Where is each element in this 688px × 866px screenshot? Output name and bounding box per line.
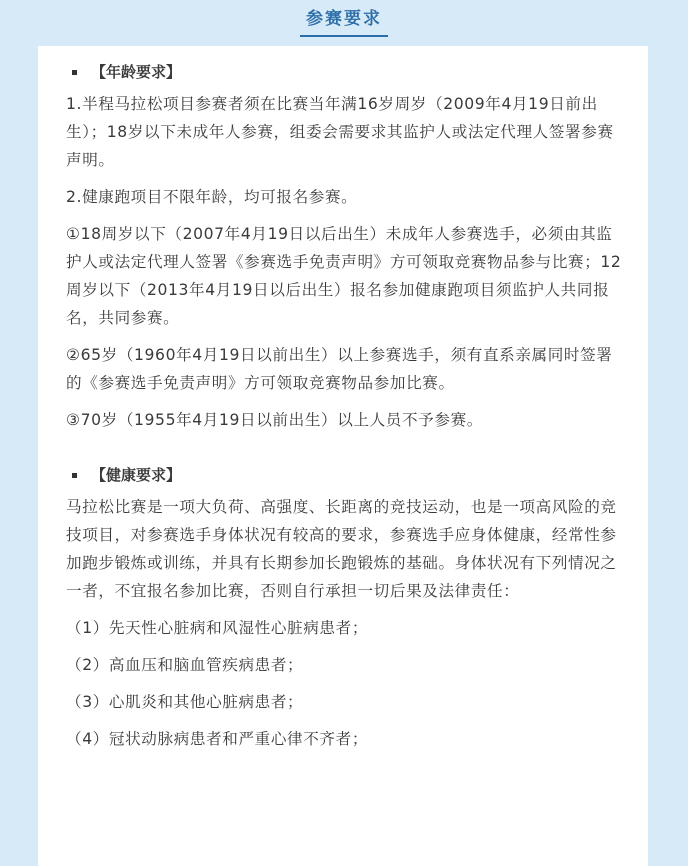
health-section-heading: [72, 461, 626, 489]
age-paragraph: ③70岁（1955年4月19日以前出生）以上人员不予参赛。: [66, 411, 483, 429]
age-section-heading: [72, 58, 626, 86]
age-paragraph: ①18周岁以下（2007年4月19日以后出生）未成年人参赛选手，必须由其监护人或法定代理人签署《参赛选手免责声明》方可领取竞赛物品参与比赛；12周岁以下（2013年4月19日以后出生）报名参加健康跑项目须监护人共同报名，共同参赛。: [66, 225, 622, 327]
health-paragraph: 马拉松比赛是一项大负荷、高强度、长距离的竞技运动，也是一项高风险的竞技项目，对参赛选手身体状况有较高的要求，参赛选手应身体健康，经常性参加跑步锻炼或训练，并具有长期参加长跑锻炼的基础。身体状况有下列情况之一者，不宜报名参加比赛，否则自行承担一切后果及法律责任：: [66, 498, 617, 600]
article-content: [66, 58, 626, 762]
age-paragraph: 2.健康跑项目不限年龄，均可报名参赛。: [66, 188, 358, 206]
age-heading-text: 【年龄要求】: [91, 63, 182, 81]
section-gap: [66, 443, 626, 461]
bullet-icon: [72, 473, 77, 478]
health-list-item: （1）先天性心脏病和风湿性心脏病患者；: [66, 619, 369, 637]
page-title: 参赛要求: [300, 4, 388, 37]
page-header: [0, 0, 688, 44]
health-list-item: （4）冠状动脉病患者和严重心律不齐者；: [66, 730, 369, 748]
health-list-item: （2）高血压和脑血管疾病患者；: [66, 656, 304, 674]
bullet-icon: [72, 70, 77, 75]
age-paragraph: 1.半程马拉松项目参赛者须在比赛当年满16岁周岁（2009年4月19日前出生）；18岁以下未成年人参赛，组委会需要求其监护人或法定代理人签署参赛声明。: [66, 95, 614, 169]
health-heading-text: 【健康要求】: [91, 466, 182, 484]
age-paragraph: ②65岁（1960年4月19日以前出生）以上参赛选手，须有直系亲属同时签署的《参赛选手免责声明》方可领取竞赛物品参加比赛。: [66, 346, 613, 392]
health-list-item: （3）心肌炎和其他心脏病患者；: [66, 693, 304, 711]
